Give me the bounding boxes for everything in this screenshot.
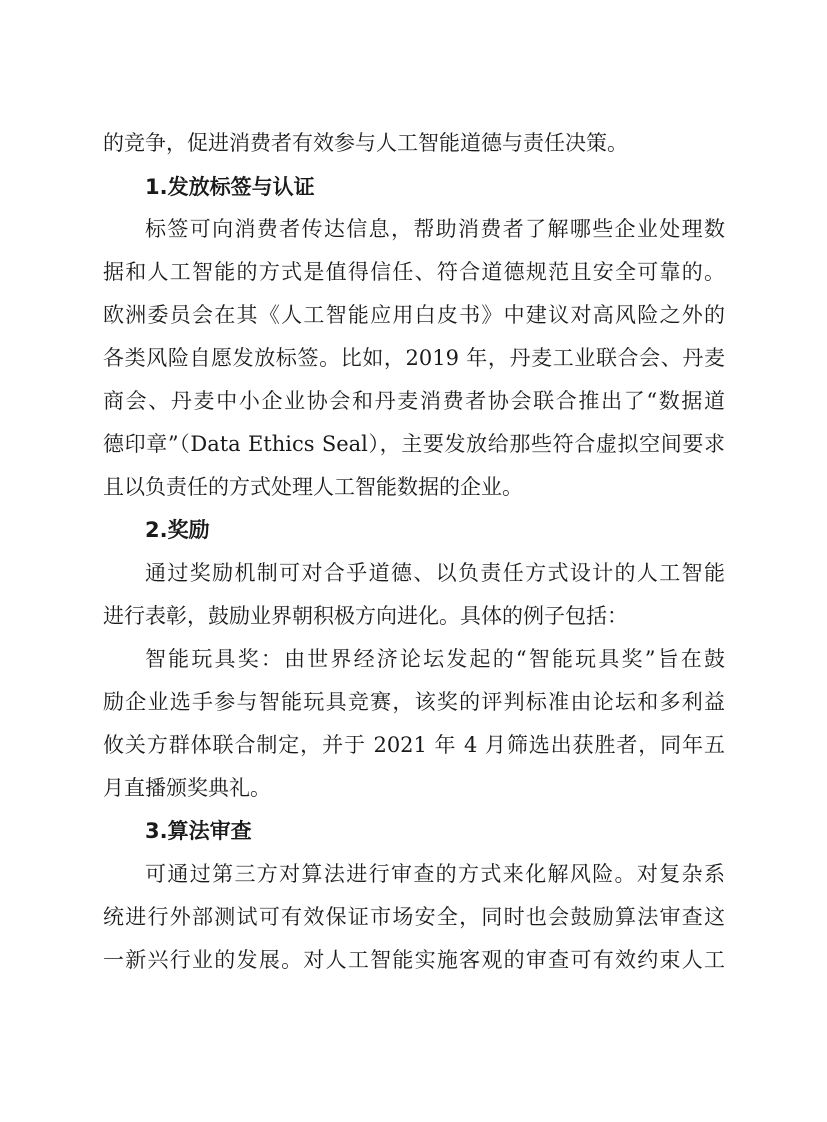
paragraph-line: 励企业选手参与智能玩具竞赛，该奖的评判标准由论坛和多利益 [103, 690, 725, 714]
paragraph-line: 德印章”（Data Ethics Seal），主要发放给那些符合虚拟空间要求 [103, 432, 725, 456]
paragraph-line: 一新兴行业的发展。对人工智能实施客观的审查可有效约束人工 [103, 948, 725, 972]
paragraph-line: 商会、丹麦中小企业协会和丹麦消费者协会联合推出了“数据道 [103, 389, 725, 413]
paragraph-line: 月直播颁奖典礼。 [103, 776, 271, 800]
section-heading-rewards: 2.奖励 [145, 518, 210, 542]
paragraph-line: 通过奖励机制可对合乎道德、以负责任方式设计的人工智能 [145, 561, 725, 585]
paragraph-line: 且以负责任的方式处理人工智能数据的企业。 [103, 475, 523, 499]
section-heading-labels-certification: 1.发放标签与认证 [145, 175, 315, 199]
paragraph-line: 进行表彰，鼓励业界朝积极方向进化。具体的例子包括： [103, 604, 628, 628]
paragraph-line: 据和人工智能的方式是值得信任、符合道德规范且安全可靠的。 [103, 260, 725, 284]
section-heading-algorithm-audit: 3.算法审查 [145, 819, 252, 843]
paragraph-line: 欧洲委员会在其《人工智能应用白皮书》中建议对高风险之外的 [103, 303, 725, 327]
paragraph-line: 攸关方群体联合制定，并于 2021 年 4 月筛选出获胜者，同年五 [103, 733, 725, 757]
paragraph-line: 各类风险自愿发放标签。比如，2019 年，丹麦工业联合会、丹麦 [103, 346, 725, 370]
paragraph-line: 标签可向消费者传达信息，帮助消费者了解哪些企业处理数 [145, 217, 725, 241]
paragraph-line: 的竞争，促进消费者有效参与人工智能道德与责任决策。 [103, 131, 628, 155]
paragraph-line: 可通过第三方对算法进行审查的方式来化解风险。对复杂系 [145, 862, 725, 886]
paragraph-line: 统进行外部测试可有效保证市场安全，同时也会鼓励算法审查这 [103, 905, 725, 929]
paragraph-line: 智能玩具奖：由世界经济论坛发起的“智能玩具奖”旨在鼓 [145, 647, 725, 671]
